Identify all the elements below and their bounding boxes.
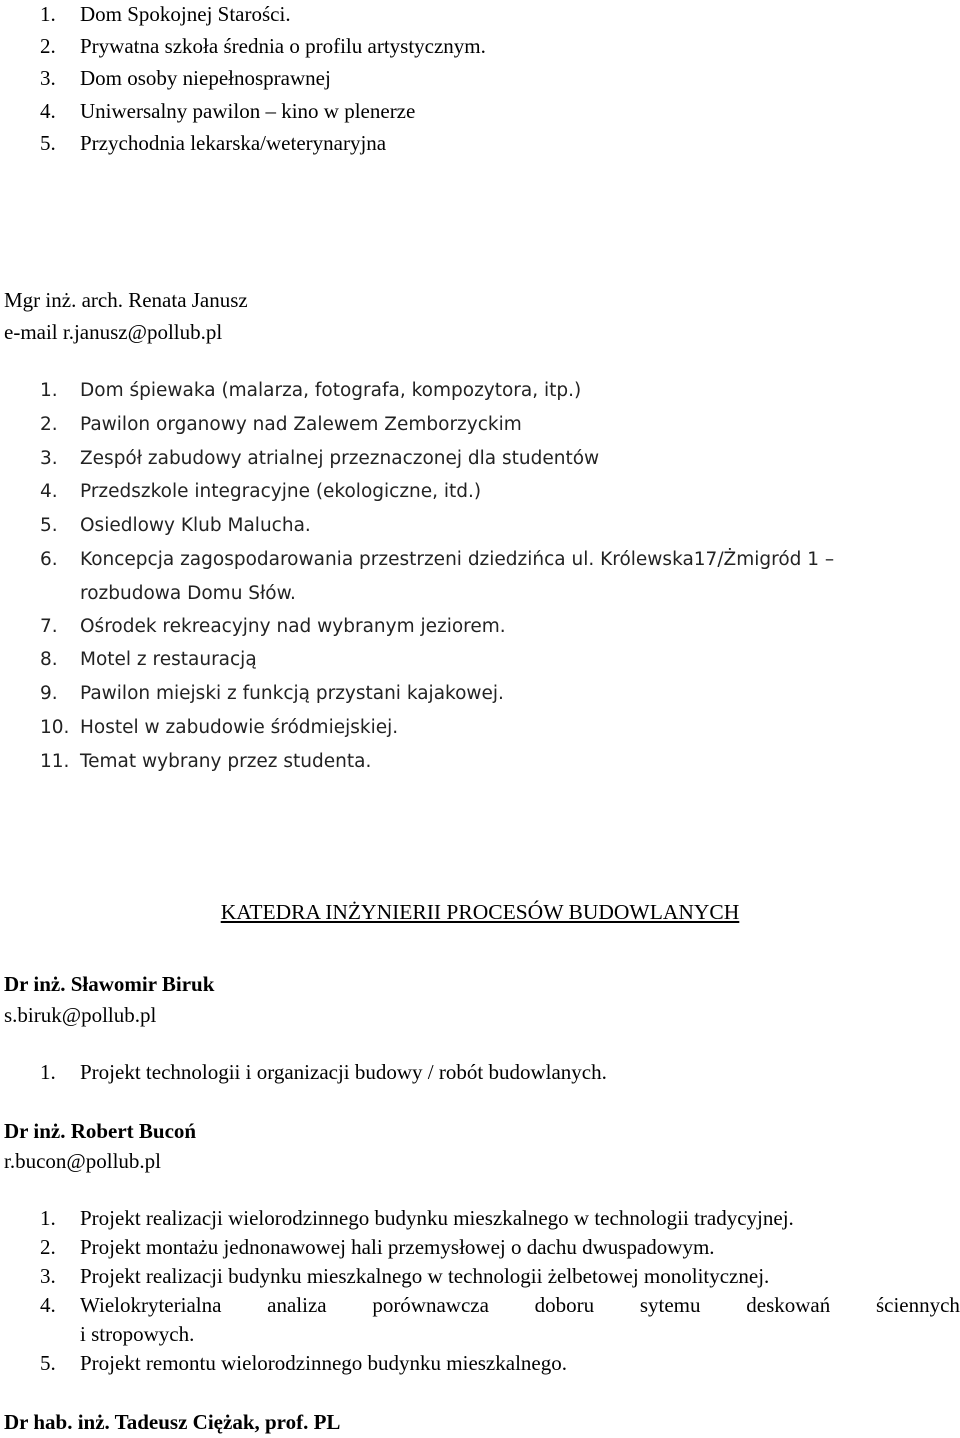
list-number: 4.: [40, 1293, 56, 1317]
list-item: Prywatna szkoła średnia o profilu artystycznym.: [80, 34, 486, 58]
list-item: Temat wybrany przez studenta.: [80, 751, 372, 772]
list-item-word: sytemu: [639, 1293, 701, 1317]
list-item: Pawilon organowy nad Zalewem Zemborzyckim: [80, 414, 522, 435]
list-item: Zespół zabudowy atrialnej przeznaczonej dla studentów: [80, 448, 600, 469]
list-number: 1.: [40, 2, 56, 26]
list-item: Pawilon miejski z funkcją przystani kajakowej.: [80, 683, 504, 704]
list-number: 6.: [40, 549, 58, 570]
list-item: Projekt technologii i organizacji budowy / robót budowlanych.: [80, 1060, 607, 1084]
department-title: KATEDRA INŻYNIERII PROCESÓW BUDOWLANYCH: [220, 900, 740, 924]
list-item: Osiedlowy Klub Malucha.: [80, 515, 311, 536]
list-item-word: analiza: [267, 1293, 327, 1317]
list-item: Dom Spokojnej Starości.: [80, 2, 291, 26]
list-item-word: deskowań: [746, 1293, 831, 1317]
list-item: Przychodnia lekarska/weterynaryjna: [80, 131, 387, 155]
list-number: 5.: [40, 1351, 56, 1375]
supervisor-name: Mgr inż. arch. Renata Janusz: [4, 288, 248, 312]
list-item-word: porównawcza: [372, 1293, 489, 1317]
list-item: Dom osoby niepełnosprawnej: [80, 66, 331, 90]
list-item: Projekt remontu wielorodzinnego budynku mieszkalnego.: [80, 1351, 567, 1375]
list-item-word: doboru: [534, 1293, 595, 1317]
list-number: 5.: [40, 515, 58, 536]
list-number: 4.: [40, 481, 58, 502]
supervisor-email: r.bucon@pollub.pl: [4, 1149, 161, 1173]
list-item: Projekt realizacji wielorodzinnego budynku mieszkalnego w technologii tradycyjnej.: [80, 1206, 794, 1230]
list-number: 3.: [40, 66, 56, 90]
list-number: 3.: [40, 1264, 56, 1288]
list-number: 1.: [40, 1060, 56, 1084]
list-number: 2.: [40, 414, 58, 435]
list-item: Motel z restauracją: [80, 649, 257, 670]
list-number: 8.: [40, 649, 58, 670]
list-item-continuation: rozbudowa Domu Słów.: [80, 583, 296, 604]
list-number: 1.: [40, 380, 58, 401]
supervisor-name: Dr inż. Sławomir Biruk: [4, 972, 215, 996]
list-number: 3.: [40, 448, 58, 469]
list-item: Projekt montażu jednonawowej hali przemysłowej o dachu dwuspadowym.: [80, 1235, 715, 1259]
supervisor-name: Dr inż. Robert Bucoń: [4, 1119, 197, 1143]
supervisor-email: s.biruk@pollub.pl: [4, 1003, 157, 1027]
list-item: [80, 1293, 960, 1318]
list-number: 1.: [40, 1206, 56, 1230]
list-number: 4.: [40, 99, 56, 123]
list-item: Hostel w zabudowie śródmiejskiej.: [80, 717, 399, 738]
list-number: 10.: [40, 717, 70, 738]
list-item: Uniwersalny pawilon – kino w plenerze: [80, 99, 416, 123]
list-number: 11.: [40, 751, 70, 772]
list-item: Ośrodek rekreacyjny nad wybranym jeziorem.: [80, 616, 506, 637]
list-item: Dom śpiewaka (malarza, fotografa, kompozytora, itp.): [80, 380, 582, 401]
list-number: 2.: [40, 1235, 56, 1259]
list-number: 7.: [40, 616, 58, 637]
list-item: Przedszkole integracyjne (ekologiczne, itd.): [80, 481, 482, 502]
list-number: 9.: [40, 683, 58, 704]
supervisor-name: Dr hab. inż. Tadeusz Ciężak, prof. PL: [4, 1410, 341, 1434]
list-item: Koncepcja zagospodarowania przestrzeni dziedzińca ul. Królewska17/Żmigród 1 –: [80, 549, 835, 570]
list-item-word: Wielokryterialna: [80, 1293, 222, 1317]
list-item: Projekt realizacji budynku mieszkalnego w technologii żelbetowej monolitycznej.: [80, 1264, 770, 1288]
list-number: 2.: [40, 34, 56, 58]
list-item-continuation: i stropowych.: [80, 1322, 195, 1346]
list-item-word: ściennych: [875, 1293, 960, 1317]
supervisor-email: e-mail r.janusz@pollub.pl: [4, 320, 223, 344]
list-number: 5.: [40, 131, 56, 155]
